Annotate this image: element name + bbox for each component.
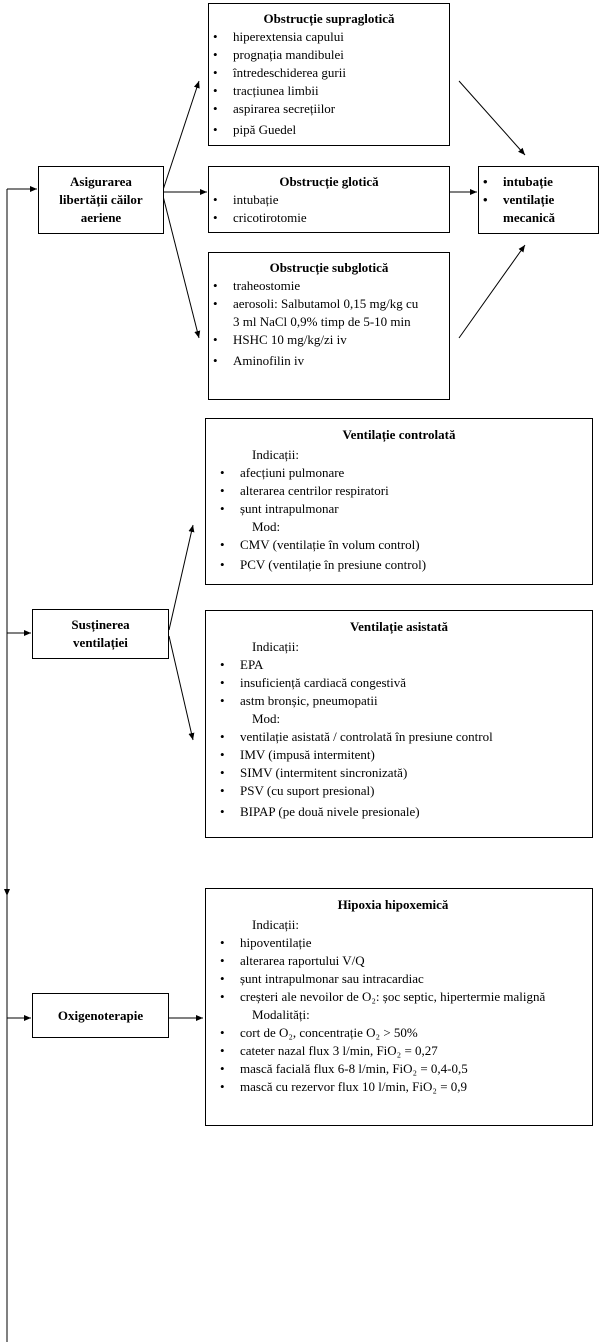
controlled-ventilation-box xyxy=(205,418,593,585)
list-item: • aspirarea secrețiilor xyxy=(209,100,449,118)
list-item: • intubație xyxy=(479,173,598,191)
hypoxemia-title: Hipoxia hipoxemică xyxy=(337,897,449,912)
category-airway-line-1: Asigurarea xyxy=(70,174,132,189)
list-item: • cricotirotomie xyxy=(209,209,449,227)
intubation-list xyxy=(479,173,598,227)
controlled-mode-label: Mod: xyxy=(252,519,281,534)
assisted-modes-list xyxy=(206,728,592,821)
hypoxemia-box xyxy=(205,888,593,1126)
list-item: • întredeschiderea gurii xyxy=(209,64,449,82)
category-airway-line-3: aeriene xyxy=(80,210,122,225)
list-item: • EPA xyxy=(216,656,592,674)
list-item: • pipă Guedel xyxy=(209,121,449,139)
subglottic-box xyxy=(208,252,450,400)
list-item: • PSV (cu suport presional) xyxy=(216,782,592,800)
list-item: • PCV (ventilație în presiune control) xyxy=(216,556,592,574)
list-item: • alterarea raportului V/Q xyxy=(216,952,580,970)
list-item: • SIMV (intermitent sincronizată) xyxy=(216,764,592,782)
glottic-title: Obstrucție glotică xyxy=(279,174,379,189)
glottic-list xyxy=(209,191,449,227)
assisted-ventilation-box xyxy=(205,610,593,838)
list-item: • insuficiență cardiacă congestivă xyxy=(216,674,592,692)
list-item: • creșteri ale nevoilor de O₂: șoc septic, hipertermie malignă xyxy=(216,988,580,1006)
list-item: • șunt intrapulmonar sau intracardiac xyxy=(216,970,580,988)
list-item: • alterarea centrilor respiratori xyxy=(216,482,592,500)
controlled-modes-list xyxy=(206,536,592,574)
list-item: • ventilație mecanică xyxy=(479,191,598,227)
category-ventilation xyxy=(32,609,169,659)
list-item: • BIPAP (pe două nivele presionale) xyxy=(216,803,592,821)
glottic-box xyxy=(208,166,450,233)
list-item: • HSHC 10 mg/kg/zi iv xyxy=(209,331,419,349)
supraglottic-title: Obstrucție supraglotică xyxy=(263,11,395,26)
list-item: • mască facială flux 6-8 l/min, FiO₂ = 0,4-0,5 xyxy=(216,1060,580,1078)
list-item: • cort de O₂, concentrație O₂ > 50% xyxy=(216,1024,580,1042)
list-item: • CMV (ventilație în volum control) xyxy=(216,536,592,554)
supraglottic-list xyxy=(209,28,449,139)
assisted-indications-label: Indicații: xyxy=(252,639,299,654)
list-item: • traheostomie xyxy=(209,277,419,295)
list-item: • ventilație asistată / controlată în presiune control xyxy=(216,728,592,746)
list-item: • astm bronșic, pneumopatii xyxy=(216,692,592,710)
list-item: • tracțiunea limbii xyxy=(209,82,449,100)
list-item: • aerosoli: Salbutamol 0,15 mg/kg cu 3 ml NaCl 0,9% timp de 5-10 min xyxy=(209,295,419,331)
category-airway xyxy=(38,166,164,234)
hypoxemia-indications-label: Indicații: xyxy=(252,917,299,932)
category-oxygen-line-1: Oxigenoterapie xyxy=(57,1007,144,1023)
assisted-indications-list xyxy=(206,656,592,710)
list-item: • șunt intrapulmonar xyxy=(216,500,592,518)
list-item: • hipoventilație xyxy=(216,934,580,952)
list-item: • prognația mandibulei xyxy=(209,46,449,64)
list-item: • cateter nazal flux 3 l/min, FiO₂ = 0,27 xyxy=(216,1042,580,1060)
assisted-title: Ventilație asistată xyxy=(349,619,449,634)
list-item: • afecțiuni pulmonare xyxy=(216,464,592,482)
subglottic-list xyxy=(209,277,419,370)
category-oxygen xyxy=(32,993,169,1038)
list-item: • hiperextensia capului xyxy=(209,28,449,46)
supraglottic-box xyxy=(208,3,450,146)
intubation-box xyxy=(478,166,599,234)
controlled-indications-list xyxy=(206,464,592,518)
list-item: • Aminofilin iv xyxy=(209,352,419,370)
controlled-title: Ventilație controlată xyxy=(342,427,456,442)
list-item: • mască cu rezervor flux 10 l/min, FiO₂ = 0,9 xyxy=(216,1078,580,1096)
category-ventilation-line-1: Susținerea xyxy=(71,617,130,632)
category-ventilation-line-2: ventilației xyxy=(73,635,128,650)
subglottic-title: Obstrucție subglotică xyxy=(269,260,389,275)
list-item: • intubație xyxy=(209,191,449,209)
hypoxemia-indications-list xyxy=(206,934,580,1006)
category-airway-line-2: libertății căilor xyxy=(59,192,143,207)
hypoxemia-modality-label: Modalități: xyxy=(252,1007,310,1022)
list-item: • IMV (impusă intermitent) xyxy=(216,746,592,764)
controlled-indications-label: Indicații: xyxy=(252,447,299,462)
hypoxemia-modalities-list xyxy=(206,1024,580,1096)
assisted-mode-label: Mod: xyxy=(252,711,281,726)
